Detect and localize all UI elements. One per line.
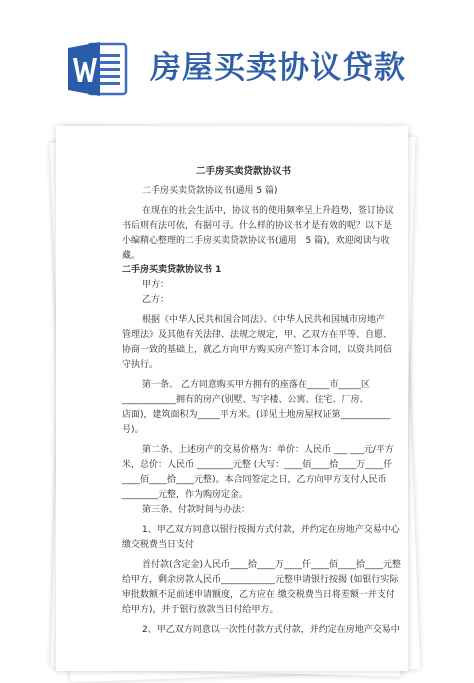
body-line: 首付款(含定金)人民币____拾____万____仟____佰____拾____元整: [142, 560, 402, 570]
body-line: 第二条、上述房产的交易价格为：单价：人民币 ___ ___元/平方: [142, 445, 394, 455]
body-line: 缴交税费当日支付: [122, 540, 195, 550]
document-pages: [56, 126, 408, 669]
document-header: [0, 0, 474, 104]
body-line: 审批数额不足前述申请额度，乙方应在 缴交税费当日将差额一并支付: [122, 590, 395, 600]
page-content: [56, 126, 408, 671]
body-line: 第三条、付款时间与办法：: [142, 505, 251, 515]
body-line: 乙方：: [142, 295, 170, 305]
body-line: 第一条、 乙方同意购买甲方拥有的座落在_____市_____区: [142, 380, 370, 390]
body-line: 协商一致的基础上，就乙方向甲方购买房产签订本合同，以资共同信: [122, 345, 393, 355]
body-line: 二手房买卖贷款协议书(通用 5 篇): [142, 186, 278, 196]
body-line: 藏。: [122, 251, 141, 261]
document-page: [56, 126, 408, 671]
body-line: ____佰____拾____元整)。本合同签定之日，乙方向甲方支付人民币: [122, 475, 387, 485]
body-line: 店面)，建筑面积为_____平方米。(详见土地房屋权证第___________: [122, 410, 391, 420]
body-line: 甲方：: [142, 280, 170, 290]
body-line: 管理法》及其他有关法律、法规之规定，甲、乙双方在平等、自愿、: [122, 330, 393, 340]
body-line: 给甲方)，并于银行放款当日付给甲方。: [122, 605, 279, 615]
body-line: ________元整，作为购房定金。: [122, 490, 249, 500]
body-line: 根据《中华人民共和国合同法》、《中华人民共和国城市房地产: [142, 315, 386, 325]
body-line: 小编精心整理的二手房买卖贷款协议书(通用 5 篇)，欢迎阅读与收: [122, 236, 390, 246]
body-line: 米，总价：人民币 ________元整 (大写：____佰____拾____万____仟: [122, 460, 393, 470]
body-line: 书后则有法可依，有据可寻。什么样的协议书才是有效的呢？以下是: [122, 221, 393, 231]
body-line: 号)。: [122, 425, 144, 435]
body-line: 2、甲乙双方同意以一次性付款方式付款，并约定在房地产交易中: [142, 625, 400, 635]
document-title: 房屋买卖协议贷款: [150, 50, 406, 86]
body-line: 1、甲乙双方同意以银行按揭方式付款，并约定在房地产交易中心: [142, 525, 400, 535]
body-line: 给甲方，剩余房款人民币____________元整申请银行按揭 (如银行实际: [122, 575, 399, 585]
page-heading: 二手房买卖贷款协议书: [196, 166, 292, 177]
microsoft-word-icon: [66, 38, 128, 100]
body-line: 守执行。: [122, 360, 159, 370]
body-line: 在现在的社会生活中，协议书的使用频率呈上升趋势，签订协议: [142, 206, 395, 216]
section-heading: 二手房买卖贷款协议书 1: [122, 265, 222, 275]
body-line: ____________拥有的房产(别墅、写字楼、公寓、住宅、厂房、: [122, 395, 369, 405]
